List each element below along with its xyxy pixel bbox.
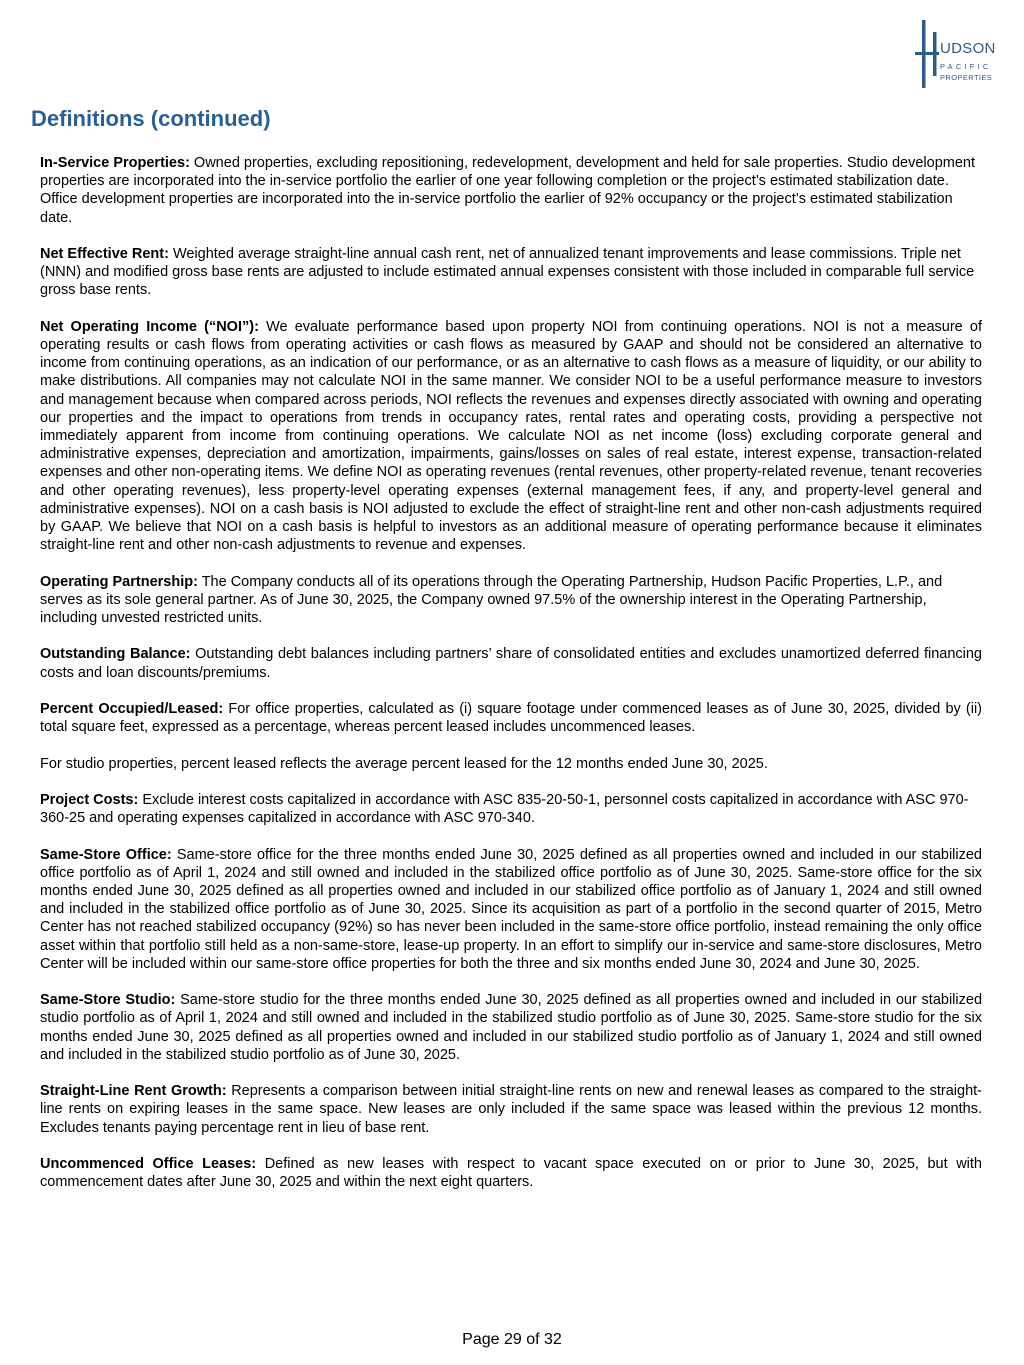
definition-term: Straight-Line Rent Growth: [40, 1083, 227, 1100]
definition-term: Net Effective Rent: [40, 246, 169, 262]
definitions-list [40, 154, 982, 1210]
definition-text: Owned properties, excluding repositioning, redevelopment, development and held for sale properties. Studio development properties are incorporated into the in-service portfolio the earlier of one year following completion or the project’s estimated stabilization date. Office development properties are incorporated into the in-service portfolio the earlier of 92% occupancy or the project’s estimated stabilization date. [40, 155, 975, 226]
definition-term: Project Costs: [40, 792, 139, 808]
definition-text: The Company conducts all of its operations through the Operating Partnership, Hudson Pacific Properties, L.P., and serves as its sole general partner. As of June 30, 2025, the Company owned 97.5% of the ownership interest in the Operating Partnership, including unvested restricted units. [40, 573, 943, 627]
definition-uncommenced-office-leases [40, 1155, 982, 1191]
definition-outstanding-balance [40, 645, 982, 681]
definition-text: Same-store office for the three months ended June 30, 2025 defined as all properties owned and included in our stabilized office portfolio as of April 1, 2024 and still owned and included in the stabilized office portfolio as of June 30, 2025. Same-store office for the six months ended June 30, 2025 defined as all properties owned and included in our stabilized office portfolio as of January 1, 2024 and still owned and included in the stabilized office portfolio as of June 30, 2025. Since its acquisition as part of a portfolio in the second quarter of 2015, Metro Center has not reached stabilized occupancy (92%) so has never been included in the same-store office portfolio, instead remaining the only office asset within that portfolio still held as a non-same-store, lease-up property. In an effort to simplify our in-service and same-store disclosures, Metro Center will be included within our same-store office properties for both the three and six months ended June 30, 2024 and June 30, 2025. [40, 846, 982, 972]
definition-term: Uncommenced Office Leases: [40, 1156, 257, 1172]
definition-term: Same-Store Office: [40, 846, 172, 863]
definition-operating-partnership [40, 573, 982, 628]
definition-term: Same-Store Studio: [40, 992, 176, 1009]
definition-text: Defined as new leases with respect to vacant space executed on or prior to June 30, 2025, but with commencement dates after June 30, 2025 and within the next eight quarters. [40, 1156, 982, 1191]
definition-term: In-Service Properties: [40, 155, 190, 171]
company-logo [914, 20, 1004, 88]
definition-percent-occupied-leased [40, 700, 982, 736]
definition-text: Weighted average straight-line annual cash rent, net of annualized tenant improvements and lease commissions. Triple net (NNN) and modified gross base rents are adjusted to include estimated annual expenses consistent with those included in comparable full service gross base rents. [40, 246, 975, 299]
definition-text: Same-store studio for the three months ended June 30, 2025 defined as all properties owned and included in our stabilized studio portfolio as of April 1, 2024 and still owned and included in the stabilized studio portfolio as of June 30, 2025. Same-store studio for the six months ended June 30, 2025 defined as all properties owned and included in our stabilized studio portfolio as of January 1, 2024 and still owned and included in the stabilized studio portfolio as of June 30, 2025. [40, 992, 983, 1063]
definition-text: Outstanding debt balances including partners’ share of consolidated entities and excludes unamortized deferred financing costs and loan discounts/premiums. [40, 646, 982, 681]
definition-in-service-properties [40, 154, 982, 227]
logo-text-line1: UDSON [940, 40, 996, 57]
definition-net-effective-rent [40, 245, 982, 300]
page-title: Definitions (continued) [31, 106, 271, 131]
logo-h-icon [914, 20, 940, 88]
definition-term: Net Operating Income (“NOI”): [40, 318, 259, 335]
definition-project-costs [40, 791, 982, 827]
definition-text: Represents a comparison between initial straight-line rents on new and renewal leases as compared to the straight-line rents on expiring leases in the same space. New leases are only included if the same space was leased within the previous 12 months. Excludes tenants paying percentage rent in lieu of base rent. [40, 1083, 983, 1136]
definition-straight-line-rent-growth [40, 1082, 982, 1137]
logo-text-line3: PROPERTIES [940, 73, 993, 82]
definition-text: We evaluate performance based upon property NOI from continuing operations. NOI is not a measure of operating results or cash flows from operating activities or cash flows as measured by GAAP and should not be considered an alternative to income from continuing operations, as an indication of our performance, or as an alternative to cash flows as a measure of liquidity, or our ability to make distributions. All companies may not calculate NOI in the same manner. We consider NOI to be a useful performance measure to investors and management because when compared across periods, NOI reflects the revenues and expenses directly associated with owning and operating our properties and the impact to operations from trends in occupancy rates, rental rates and operating costs, providing a perspective not immediately apparent from income from continuing operations. We calculate NOI as net income (loss) excluding corporate general and administrative expenses, depreciation and amortization, impairments, gains/losses on sales of real estate, interest expense, transaction-related expenses and other non-operating items. We define NOI as operating revenues (rental revenues, other property-related revenue, tenant recoveries and other operating revenues), less property-level operating expenses (external management fees, if any, and property-level general and administrative expenses). NOI on a cash basis is NOI adjusted to exclude the effect of straight-line rent and other non-cash adjustments required by GAAP. We believe that NOI on a cash basis is helpful to investors as an additional measure of operating performance because it eliminates straight-line rent and other non-cash adjustments to revenue and expenses. [40, 318, 982, 554]
page-number: Page 29 of 32 [462, 1331, 562, 1348]
definition-noi [40, 318, 982, 555]
definition-term: Operating Partnership: [40, 573, 198, 590]
definition-studio-percent-leased [40, 755, 982, 773]
logo-text-line2: PACIFIC [940, 62, 992, 71]
definition-text: For studio properties, percent leased reflects the average percent leased for the 12 months ended June 30, 2025. [40, 755, 768, 772]
definition-same-store-studio [40, 991, 982, 1064]
definition-term: Percent Occupied/Leased: [40, 701, 224, 718]
definition-same-store-office [40, 846, 982, 973]
definition-text: For office properties, calculated as (i) square footage under commenced leases as of June 30, 2025, divided by (ii) total square feet, expressed as a percentage, whereas percent leased includes uncommenced leases. [40, 701, 982, 736]
definition-text: Exclude interest costs capitalized in accordance with ASC 835-20-50-1, personnel costs capitalized in accordance with ASC 970-360-25 and operating expenses capitalized in accordance with ASC 970-340. [40, 792, 969, 827]
definition-term: Outstanding Balance: [40, 646, 191, 663]
